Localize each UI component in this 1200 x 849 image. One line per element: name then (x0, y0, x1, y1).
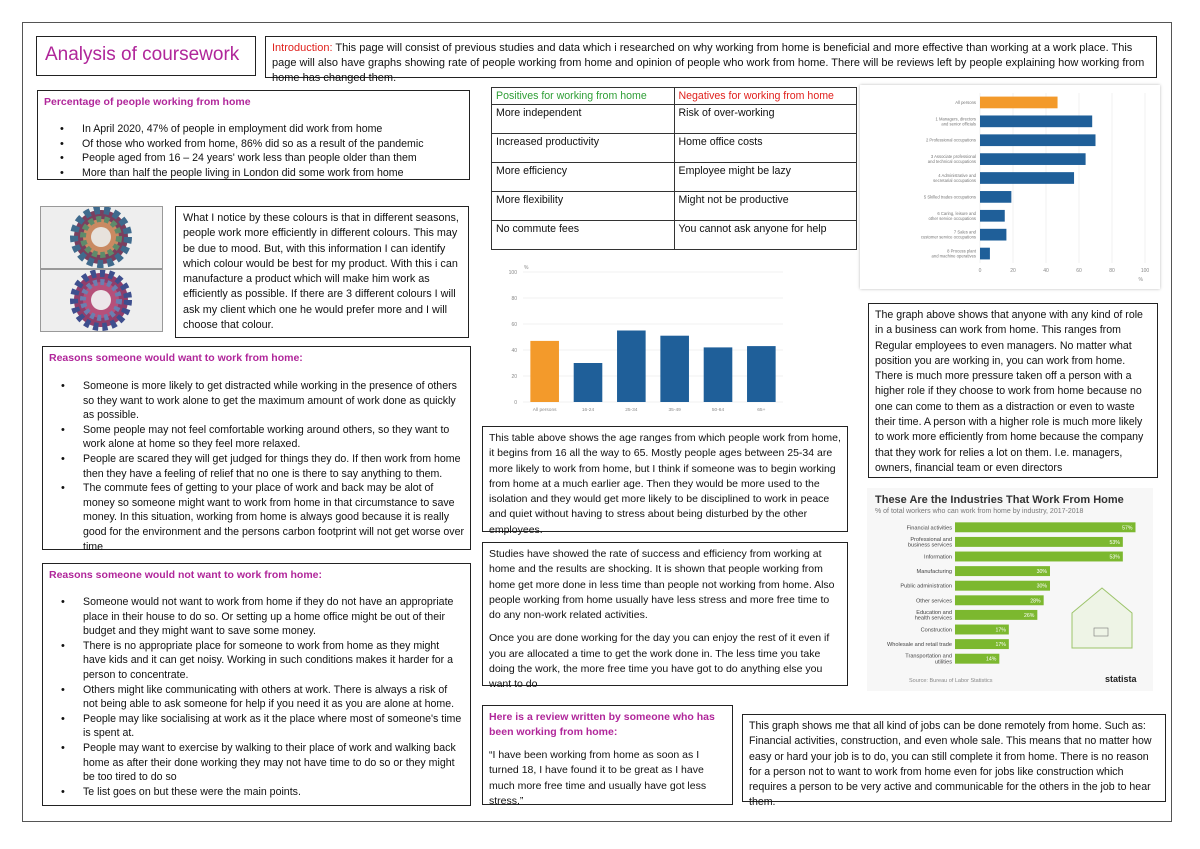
value-label: 17% (995, 642, 1006, 649)
list-item: • People are scared they will get judged for things they do. If then work from home then they have a feeling of relief that no one is there to say anything to them. (83, 452, 464, 481)
y-axis-unit: % (524, 265, 529, 271)
industry-chart-subtitle: % of total workers who can work from home by industry, 2017-2018 (875, 508, 1084, 515)
value-label: 14% (985, 656, 997, 663)
intro-box (265, 36, 1157, 84)
reasons-not-box (42, 563, 471, 806)
bar (955, 552, 1123, 562)
x-tick-label: 35-49 (668, 408, 681, 413)
negative-cell: Home office costs (674, 134, 857, 163)
bar (980, 97, 1058, 109)
x-tick-label: 16-24 (581, 408, 595, 413)
jobs-note-text: This graph shows me that all kind of jobs can be done remotely from home. Such as: Financial activities, construction, and even whole sale. This means that no matter how easy or hard your job is to do, you can still complete it from home. There is no reason for a person not to want to work from home even for jobs like construction which requires a person to be very active and communicable for the others in the job to hear them. (749, 720, 1152, 809)
studies-paragraph-1: Studies have showed the rate of success and efficiency from working at home and the results are shocking. It is shown that people working from home get more done in less time than people not working from home. Also people working from home usually have less stress and more free time to do any non-work related activities. (489, 548, 835, 622)
bar (980, 248, 990, 260)
pros-cons-table (491, 87, 857, 250)
positive-cell: More flexibility (492, 192, 675, 221)
x-tick-label: 40 (1043, 268, 1049, 274)
bar (980, 153, 1086, 165)
positives-header: Positives for working from home (492, 88, 675, 105)
age-bar-chart-svg (503, 262, 786, 418)
list-item: • The commute fees of getting to your place of work and back may be alot of money so someone might want to work from home in that circumstance to save money. In this situation, working from home is always good because it is really good for the environment and the persons carbon footprint will not get worse over time (83, 481, 464, 554)
season-colour-wheel-image-top (40, 206, 163, 269)
category-label: Transportation and utilities (905, 653, 952, 666)
title-box (36, 36, 256, 76)
negative-cell: Employee might be lazy (674, 163, 857, 192)
page-title: Analysis of coursework (45, 44, 240, 65)
jobs-note-box (742, 714, 1166, 809)
x-axis-unit: % (1138, 277, 1143, 283)
bar (980, 172, 1074, 184)
bar (980, 210, 1005, 222)
statista-logo: statista (1105, 674, 1137, 684)
x-tick-label: 20 (1010, 268, 1016, 274)
role-note-box (868, 303, 1158, 478)
reasons-not-heading: Reasons someone would not want to work from home: (49, 569, 323, 581)
x-tick-label: 0 (978, 268, 982, 274)
studies-box (482, 542, 848, 691)
positive-cell: No commute fees (492, 221, 675, 250)
category-label: 3 Associate professional and technical occupations (927, 154, 976, 165)
bar (747, 346, 776, 402)
bar (955, 537, 1123, 547)
list-item: • More than half the people living in London did some work from home (82, 166, 463, 181)
role-note-text: The graph above shows that anyone with any kind of role in a business can work from home. This ranges from Regular employees to even managers. No matter what position you are working in, you can work from home. There is much more pressure taken off a person with a higher role if they choose to work from home because no one can come to them as a distraction or even to waste their time. A person with a higher role is much more likely to work more efficiently from home because the company that they work for relies a lot on them. I.e. managers, owners, financial team or even directors (875, 309, 1144, 474)
value-label: 17% (995, 627, 1006, 634)
reasons-want-box (42, 346, 471, 553)
value-label: 28% (1030, 598, 1041, 605)
industry-bar-chart (867, 488, 1153, 691)
table-row (492, 105, 857, 134)
category-label: Other services (915, 598, 952, 605)
reasons-want-list (49, 379, 464, 554)
list-item: • People aged from 16 – 24 years' work less than people older than them (82, 151, 463, 166)
intro-label: Introduction: (272, 42, 333, 54)
negative-cell: You cannot ask anyone for help (674, 221, 857, 250)
y-tick-label: 0 (514, 400, 517, 406)
category-label: 6 Caring, leisure and other service occupations (928, 210, 976, 221)
bar (980, 229, 1006, 241)
list-item: • In April 2020, 47% of people in employment did work from home (82, 122, 463, 137)
age-bar-chart (503, 262, 786, 418)
review-box (482, 705, 733, 805)
table-row (492, 192, 857, 221)
occupation-bar-chart-svg (860, 85, 1160, 289)
category-label: Financial activities (906, 525, 952, 532)
negative-cell: Might not be productive (674, 192, 857, 221)
category-label: Education and health services (914, 609, 952, 622)
list-item: • Others might like communicating with others at work. There is always a risk of not being able to ask someone for help if you need it as you are alone at home. (83, 683, 464, 712)
bar (955, 522, 1136, 532)
list-item: • Some people may not feel comfortable working around others, so they want to work alone at home so they feel more relaxed. (83, 423, 464, 452)
category-label: Construction (920, 627, 952, 634)
negatives-header: Negatives for working from home (674, 88, 857, 105)
table-row (492, 221, 857, 250)
value-label: 57% (1122, 525, 1133, 532)
bar (617, 331, 646, 403)
industry-chart-source: Source: Bureau of Labor Statistics (909, 678, 993, 684)
review-heading: Here is a review written by someone who has been working from home: (489, 711, 715, 738)
occupation-bar-chart (860, 85, 1160, 289)
x-tick-label: 50-64 (711, 408, 725, 413)
value-label: 53% (1109, 539, 1120, 546)
value-label: 30% (1036, 583, 1047, 590)
list-item: • Someone is more likely to get distracted while working in the presence of others so they want to work alone to get the maximum amount of work done as quickly as possible. (83, 379, 464, 423)
category-label: 1 Managers, directors and senior officials (935, 116, 976, 127)
intro-text: This page will consist of previous studies and data which i researched on why working from home is beneficial and more effective than working at a work place. This page will also have graphs showing rate of people working from home and opinion of people who work from home. There will be reviews left by people explaining how working from home has changed them. (272, 42, 1145, 84)
category-label: 5 Skilled trades occupations (923, 194, 976, 200)
x-tick-label: 100 (1140, 268, 1150, 274)
x-tick-label: 25-34 (625, 408, 638, 413)
positive-cell: Increased productivity (492, 134, 675, 163)
industry-bar-chart-svg (867, 488, 1153, 691)
category-label: All persons (955, 99, 976, 105)
positive-cell: More efficiency (492, 163, 675, 192)
age-note-text: This table above shows the age ranges from which people work from home, it begins from 16 all the way to 65. Mostly people ages between 25-34 are more likely to work from home, but I think if someone was to begin working from home at a much earlier age. Then they would be more used to the isolation and they would get more likely to be disciplined to work in peace and quiet without having to stress about being disturbed by the other employees. (489, 432, 841, 536)
reasons-not-list (49, 595, 464, 799)
category-label: Public administration (900, 583, 952, 590)
value-label: 53% (1109, 554, 1120, 561)
positive-cell: More independent (492, 105, 675, 134)
bar (704, 347, 733, 402)
negative-cell: Risk of over-working (674, 105, 857, 134)
category-label: 7 Sales and customer service occupations (920, 229, 976, 240)
season-colour-wheel-image-bottom (40, 269, 163, 332)
y-tick-label: 100 (508, 270, 517, 276)
table-row (492, 134, 857, 163)
category-label: 4 Administrative and secretarial occupations (933, 173, 976, 183)
y-tick-label: 40 (511, 348, 517, 354)
studies-paragraph-2: Once you are done working for the day you can enjoy the rest of it even if you are allocated a time to get the work done in. The less time you take doing the work, the more free time you have got to do anything else you want to do (489, 632, 830, 691)
category-label: Professional and business services (907, 536, 952, 549)
bar (660, 336, 689, 402)
category-label: Information (924, 554, 952, 561)
bar (574, 363, 603, 402)
colours-note-box (175, 206, 469, 338)
category-label: 2 Professional occupations (925, 137, 976, 143)
x-tick-label: 65+ (757, 408, 766, 413)
category-label: 8 Process plant and machine operatives (931, 248, 976, 259)
industry-chart-title: These Are the Industries That Work From Home (875, 494, 1124, 506)
bar (980, 115, 1092, 127)
percentage-list (44, 122, 463, 180)
y-tick-label: 60 (511, 322, 517, 328)
house-icon (1072, 588, 1132, 648)
y-tick-label: 80 (511, 296, 517, 302)
y-tick-label: 20 (511, 374, 517, 380)
colours-note-text: What I notice by these colours is that in different seasons, people work more efficiently in different colours. This may be due to mood. But, with this information I can identify which colour would be best for my product. With this i can manufacture a product which will make him work as efficiently as possible. If there are 3 different colours I will ask my client which one he would prefer more and I will choose that colour. (183, 212, 459, 332)
review-quote: “I have been working from home as soon as I turned 18, I have found it to be great as I have much more free time and usually have got less stress.” (489, 749, 707, 807)
x-tick-label: All persons (532, 408, 557, 413)
category-label: Manufacturing (916, 569, 952, 576)
list-item: • Te list goes on but these were the main points. (83, 785, 464, 800)
list-item: • There is no appropriate place for someone to work from home as they might have kids and it can get noisy. Working in such conditions makes it harder for a person to concentrate. (83, 639, 464, 683)
bar (980, 191, 1011, 203)
list-item: • Someone would not want to work from home if they do not have an appropriate place in their house to do so. Or setting up a home office might be out of their budget and they might want to save some money. (83, 595, 464, 639)
bar (530, 341, 559, 402)
x-tick-label: 60 (1076, 268, 1082, 274)
value-label: 26% (1023, 612, 1035, 619)
table-row (492, 163, 857, 192)
list-item: • Of those who worked from home, 86% did so as a result of the pandemic (82, 137, 463, 152)
value-label: 30% (1036, 569, 1047, 576)
list-item: • People may like socialising at work as it the place where most of someone's time is spent at. (83, 712, 464, 741)
percentage-heading: Percentage of people working from home (44, 96, 251, 108)
x-tick-label: 80 (1109, 268, 1115, 274)
reasons-want-heading: Reasons someone would want to work from home: (49, 352, 303, 364)
age-note-box (482, 426, 848, 536)
percentage-box (37, 90, 470, 180)
bar (980, 134, 1096, 146)
category-label: Wholesale and retail trade (887, 642, 952, 649)
list-item: • People may want to exercise by walking to their place of work and walking back home as after their done working they may not have time to do so or they might be too tired to do so (83, 741, 464, 785)
table-header-row (492, 88, 857, 105)
